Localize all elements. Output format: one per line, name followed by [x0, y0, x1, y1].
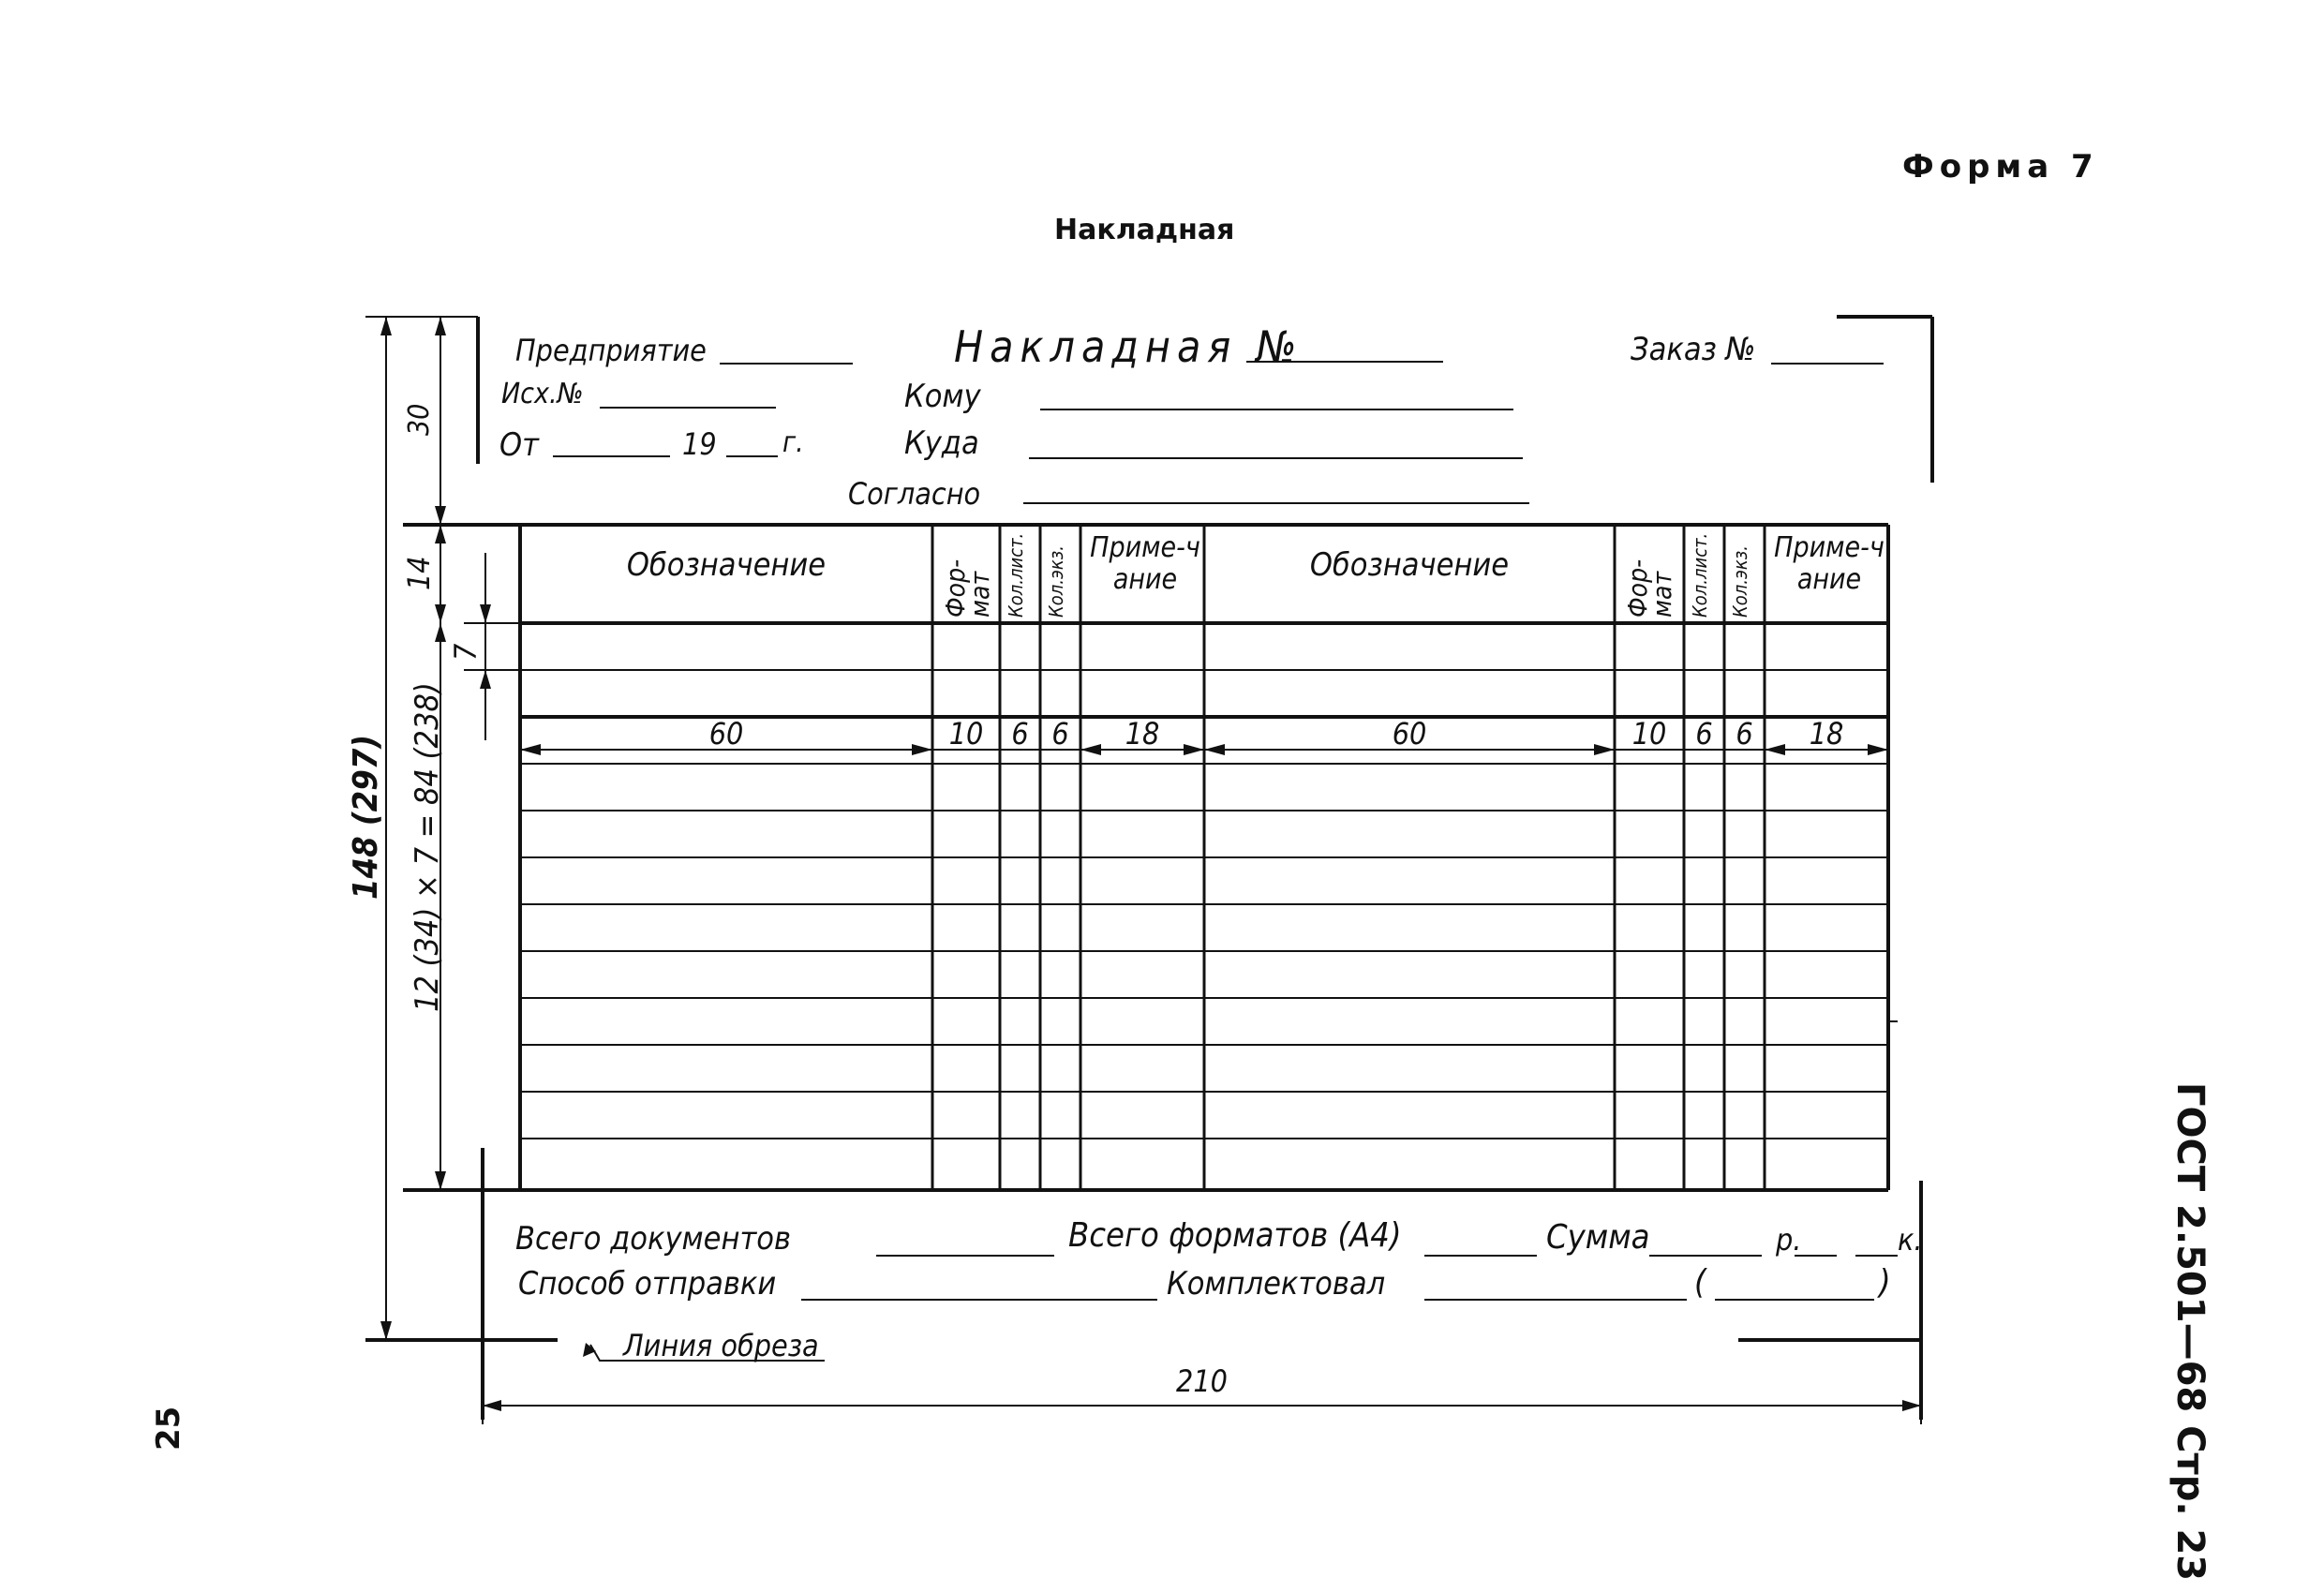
column-width-value: 10	[1631, 716, 1667, 752]
column-width-value: 18	[1809, 716, 1844, 752]
column-width-value: 6	[1051, 716, 1069, 752]
paren-close: )	[1879, 1263, 1891, 1302]
table-header-cell: Приме-чание	[1090, 531, 1200, 596]
total-formats-label: Всего форматов (А4)	[1068, 1216, 1402, 1255]
page-title: Накладная	[1054, 214, 1235, 246]
column-width-value: 6	[1011, 716, 1029, 752]
column-width-value: 18	[1125, 716, 1160, 752]
column-width-value: 60	[1392, 716, 1427, 752]
rubles-label: р.	[1776, 1222, 1802, 1258]
column-width-value: 6	[1695, 716, 1713, 752]
table-header-cell: Фор-мат	[940, 558, 995, 618]
enterprise-label: Предприятие	[515, 333, 707, 368]
total-height-dimension: 148 (297)	[347, 734, 385, 900]
table-header-cell: Кол.экз.	[1729, 544, 1751, 618]
cut-line-label: Линия обреза	[623, 1328, 819, 1363]
table-header-cell: Обозначение	[626, 546, 827, 584]
waybill-number-label: Накладная №	[954, 321, 1304, 372]
table-header-cell: Фор-мат	[1622, 558, 1677, 618]
paren-open: (	[1694, 1263, 1706, 1302]
column-width-value: 10	[948, 716, 984, 752]
row-height-dimension: 7	[448, 643, 484, 661]
dimension-lines	[365, 317, 1921, 1424]
table-header-height-dimension: 14	[401, 556, 437, 590]
packed-by-label: Комплектовал	[1167, 1265, 1386, 1303]
width-dimension: 210	[1176, 1363, 1228, 1399]
body-height-dimension: 12 (34) × 7 = 84 (238)	[409, 682, 446, 1012]
sum-label: Сумма	[1546, 1218, 1650, 1257]
according-label: Согласно	[848, 476, 981, 512]
year-suffix: г.	[782, 426, 804, 459]
from-label: От	[499, 426, 539, 464]
gost-side-note: ГОСТ 2.501—68 Стр. 23	[2168, 1082, 2212, 1582]
table-header-cell: Приме-чание	[1774, 531, 1885, 596]
column-width-value: 6	[1736, 716, 1753, 752]
order-number-label: Заказ №	[1631, 331, 1756, 368]
outgoing-number-label: Исх.№	[501, 378, 584, 410]
column-width-value: 60	[708, 716, 744, 752]
total-documents-label: Всего документов	[515, 1220, 792, 1258]
shipping-method-label: Способ отправки	[518, 1265, 777, 1303]
year-label: 19	[682, 426, 717, 462]
kopecks-label: к.	[1898, 1222, 1923, 1258]
table-grid	[520, 525, 1898, 1190]
header-height-dimension: 30	[403, 403, 436, 436]
table-header-cell: Кол.экз.	[1045, 544, 1067, 618]
page-number: 25	[150, 1406, 187, 1451]
to-whom-label: Кому	[904, 378, 981, 415]
header-field-lines	[553, 362, 1884, 503]
table-header-cell: Кол.лист.	[1005, 532, 1027, 618]
form-label: Форма 7	[1902, 148, 2099, 186]
table-header-cell: Кол.лист.	[1689, 532, 1711, 618]
destination-label: Куда	[904, 424, 979, 462]
table-header-cell: Обозначение	[1309, 546, 1510, 584]
